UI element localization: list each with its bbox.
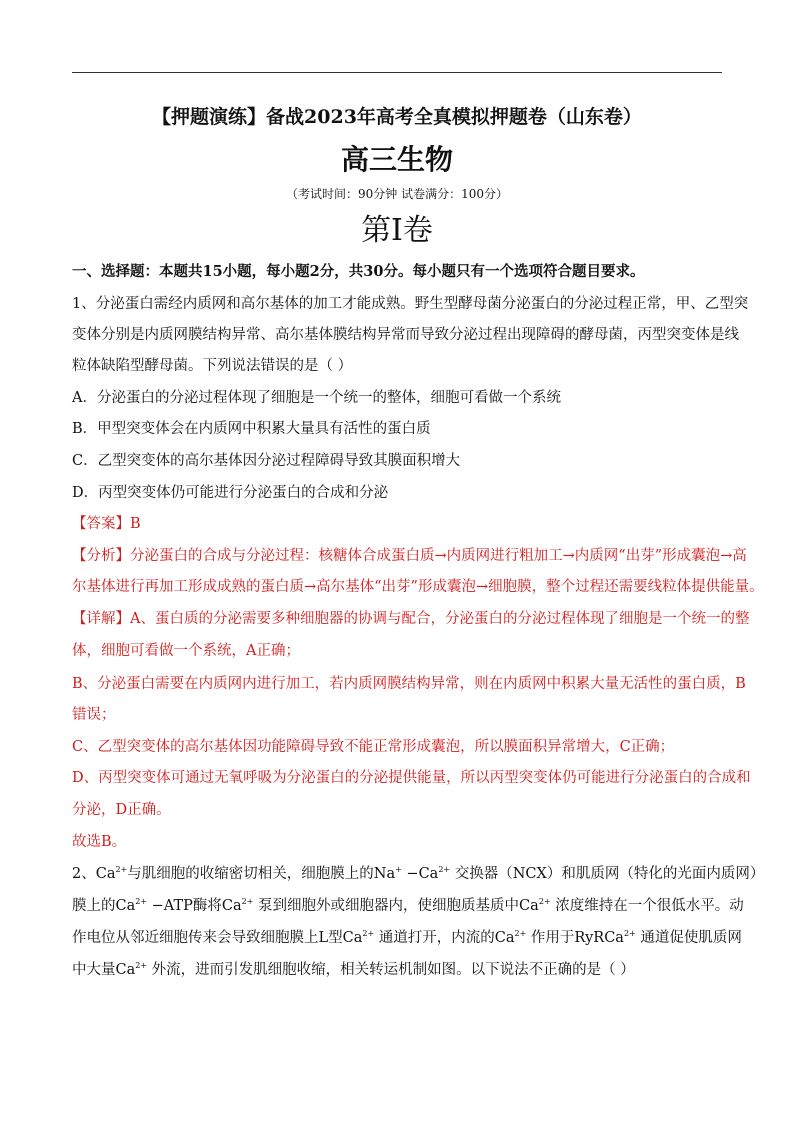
- volume-title: 第I卷: [361, 213, 433, 248]
- exam-title: 【押题演练】备战2023年高考全真模拟押题卷（山东卷）: [152, 106, 642, 128]
- option-a: A．分泌蛋白的分泌过程体现了细胞是一个统一的整体，细胞可看做一个系统: [72, 390, 561, 406]
- section-heading: 一、选择题：本题共15小题，每小题2分，共30分。每小题只有一个选项符合题目要求。: [72, 263, 645, 280]
- question-2-line: 膜上的$Ca^{2+} -ATP$酶将$Ca^{2+}$ 泵到细胞外或细胞器内，使细胞质基质中$Ca^{2+}$ 浓度维持在一个很低水平。动: [72, 897, 744, 914]
- detail-line: 【详解】A、蛋白质的分泌需要多种细胞器的协调与配合，分泌蛋白的分泌过程体现了细胞是一个统一的整: [72, 611, 750, 627]
- detail-line: 分泌，D正确。: [72, 802, 171, 818]
- detail-line: B、分泌蛋白需要在内质网内进行加工，若内质网膜结构异常，则在内质网中积累大量无活性的蛋白质，B: [72, 676, 746, 692]
- answer-label: 【答案】B: [72, 516, 141, 532]
- option-c: C．乙型突变体的高尔基体因分泌过程障碍导致其膜面积增大: [72, 453, 461, 469]
- analysis-line: 尔基体进行再加工形成成熟的蛋白质→高尔基体“出芽”形成囊泡→细胞膜，整个过程还需要线粒体提供能量。: [72, 579, 764, 595]
- header-rule: [72, 72, 722, 73]
- question-2-line: 2、$Ca^{2+}$与肌细胞的收缩密切相关，细胞膜上的$Na^+ -Ca^{2+}$ 交换器（NCX）和肌质网（特化的光面内质网）: [72, 865, 765, 882]
- option-d: D．丙型突变体仍可能进行分泌蛋白的合成和分泌: [72, 485, 389, 501]
- question-2-line: 中大量$Ca^{2+}$ 外流，进而引发肌细胞收缩，相关转运机制如图。以下说法不正确的是（ ）: [72, 961, 635, 978]
- detail-line: D、丙型突变体可通过无氧呼吸为分泌蛋白的分泌提供能量，所以丙型突变体仍可能进行分泌蛋白的合成和: [72, 770, 751, 786]
- exam-meta: （考试时间：90分钟 试卷满分：100分）: [286, 187, 508, 201]
- analysis-line: 【分析】分泌蛋白的合成与分泌过程：核糖体合成蛋白质→内质网进行粗加工→内质网“出芽”形成囊泡→高: [72, 548, 747, 564]
- question-1-stem-line: 1、分泌蛋白需经内质网和高尔基体的加工才能成熟。野生型酵母菌分泌蛋白的分泌过程正常，甲、乙型突: [72, 296, 749, 312]
- question-1-stem-line: 粒体缺陷型酵母菌。下列说法错误的是（ ）: [72, 358, 353, 374]
- detail-line: C、乙型突变体的高尔基体因功能障碍导致不能正常形成囊泡，所以膜面积异常增大，C正确；: [72, 739, 675, 755]
- detail-line: 体，细胞可看做一个系统，A正确；: [72, 643, 300, 659]
- question-2-line: 作电位从邻近细胞传来会导致细胞膜上L型$Ca^{2+}$ 通道打开，内流的$Ca^{2+}$ 作用于RyRCa$^{2+}$ 通道促使肌质网: [72, 929, 742, 946]
- detail-line: 错误；: [72, 707, 116, 723]
- question-1-stem-line: 变体分别是内质网膜结构异常、高尔基体膜结构异常而导致分泌过程出现障碍的酵母菌，丙型突变体是线: [72, 327, 739, 343]
- option-b: B．甲型突变体会在内质网中积累大量具有活性的蛋白质: [72, 421, 431, 437]
- subject-title: 高三生物: [340, 143, 453, 176]
- conclusion: 故选B。: [72, 834, 127, 850]
